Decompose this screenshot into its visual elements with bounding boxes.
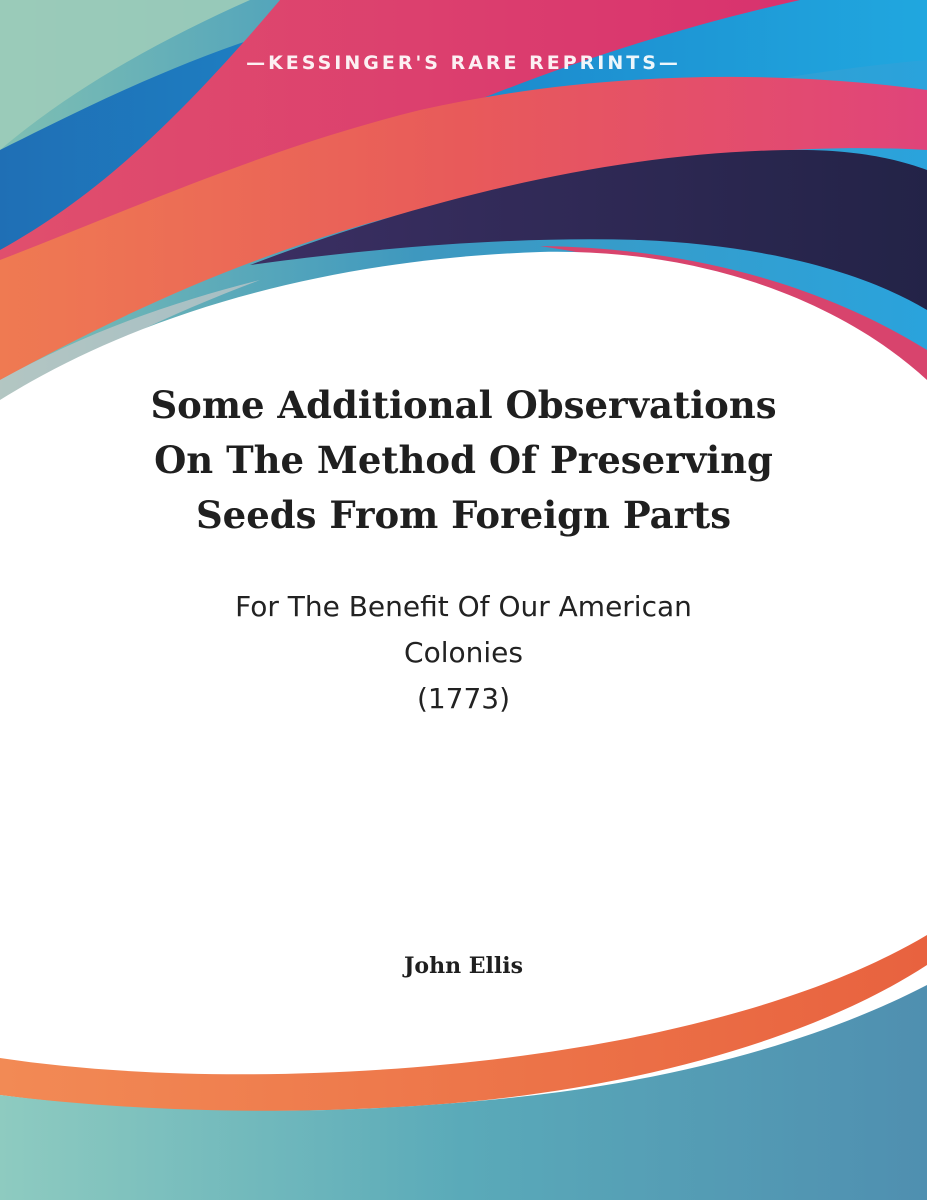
title-line: Some Additional Observations <box>150 383 777 427</box>
subtitle-year: (1773) <box>416 682 511 715</box>
subtitle-line: For The Benefit Of Our American <box>235 590 692 623</box>
publisher-name: KESSINGER'S RARE REPRINTS <box>268 52 659 74</box>
publisher-dash-left: — <box>246 52 269 74</box>
publisher-dash-right: — <box>658 52 681 74</box>
book-author: John Ellis <box>404 953 523 979</box>
book-subtitle <box>60 584 867 722</box>
title-line: Seeds From Foreign Parts <box>195 493 732 537</box>
title-line: On The Method Of Preserving <box>154 438 773 482</box>
publisher-banner <box>0 52 927 74</box>
subtitle-line: Colonies <box>404 636 523 669</box>
book-title <box>60 378 867 543</box>
